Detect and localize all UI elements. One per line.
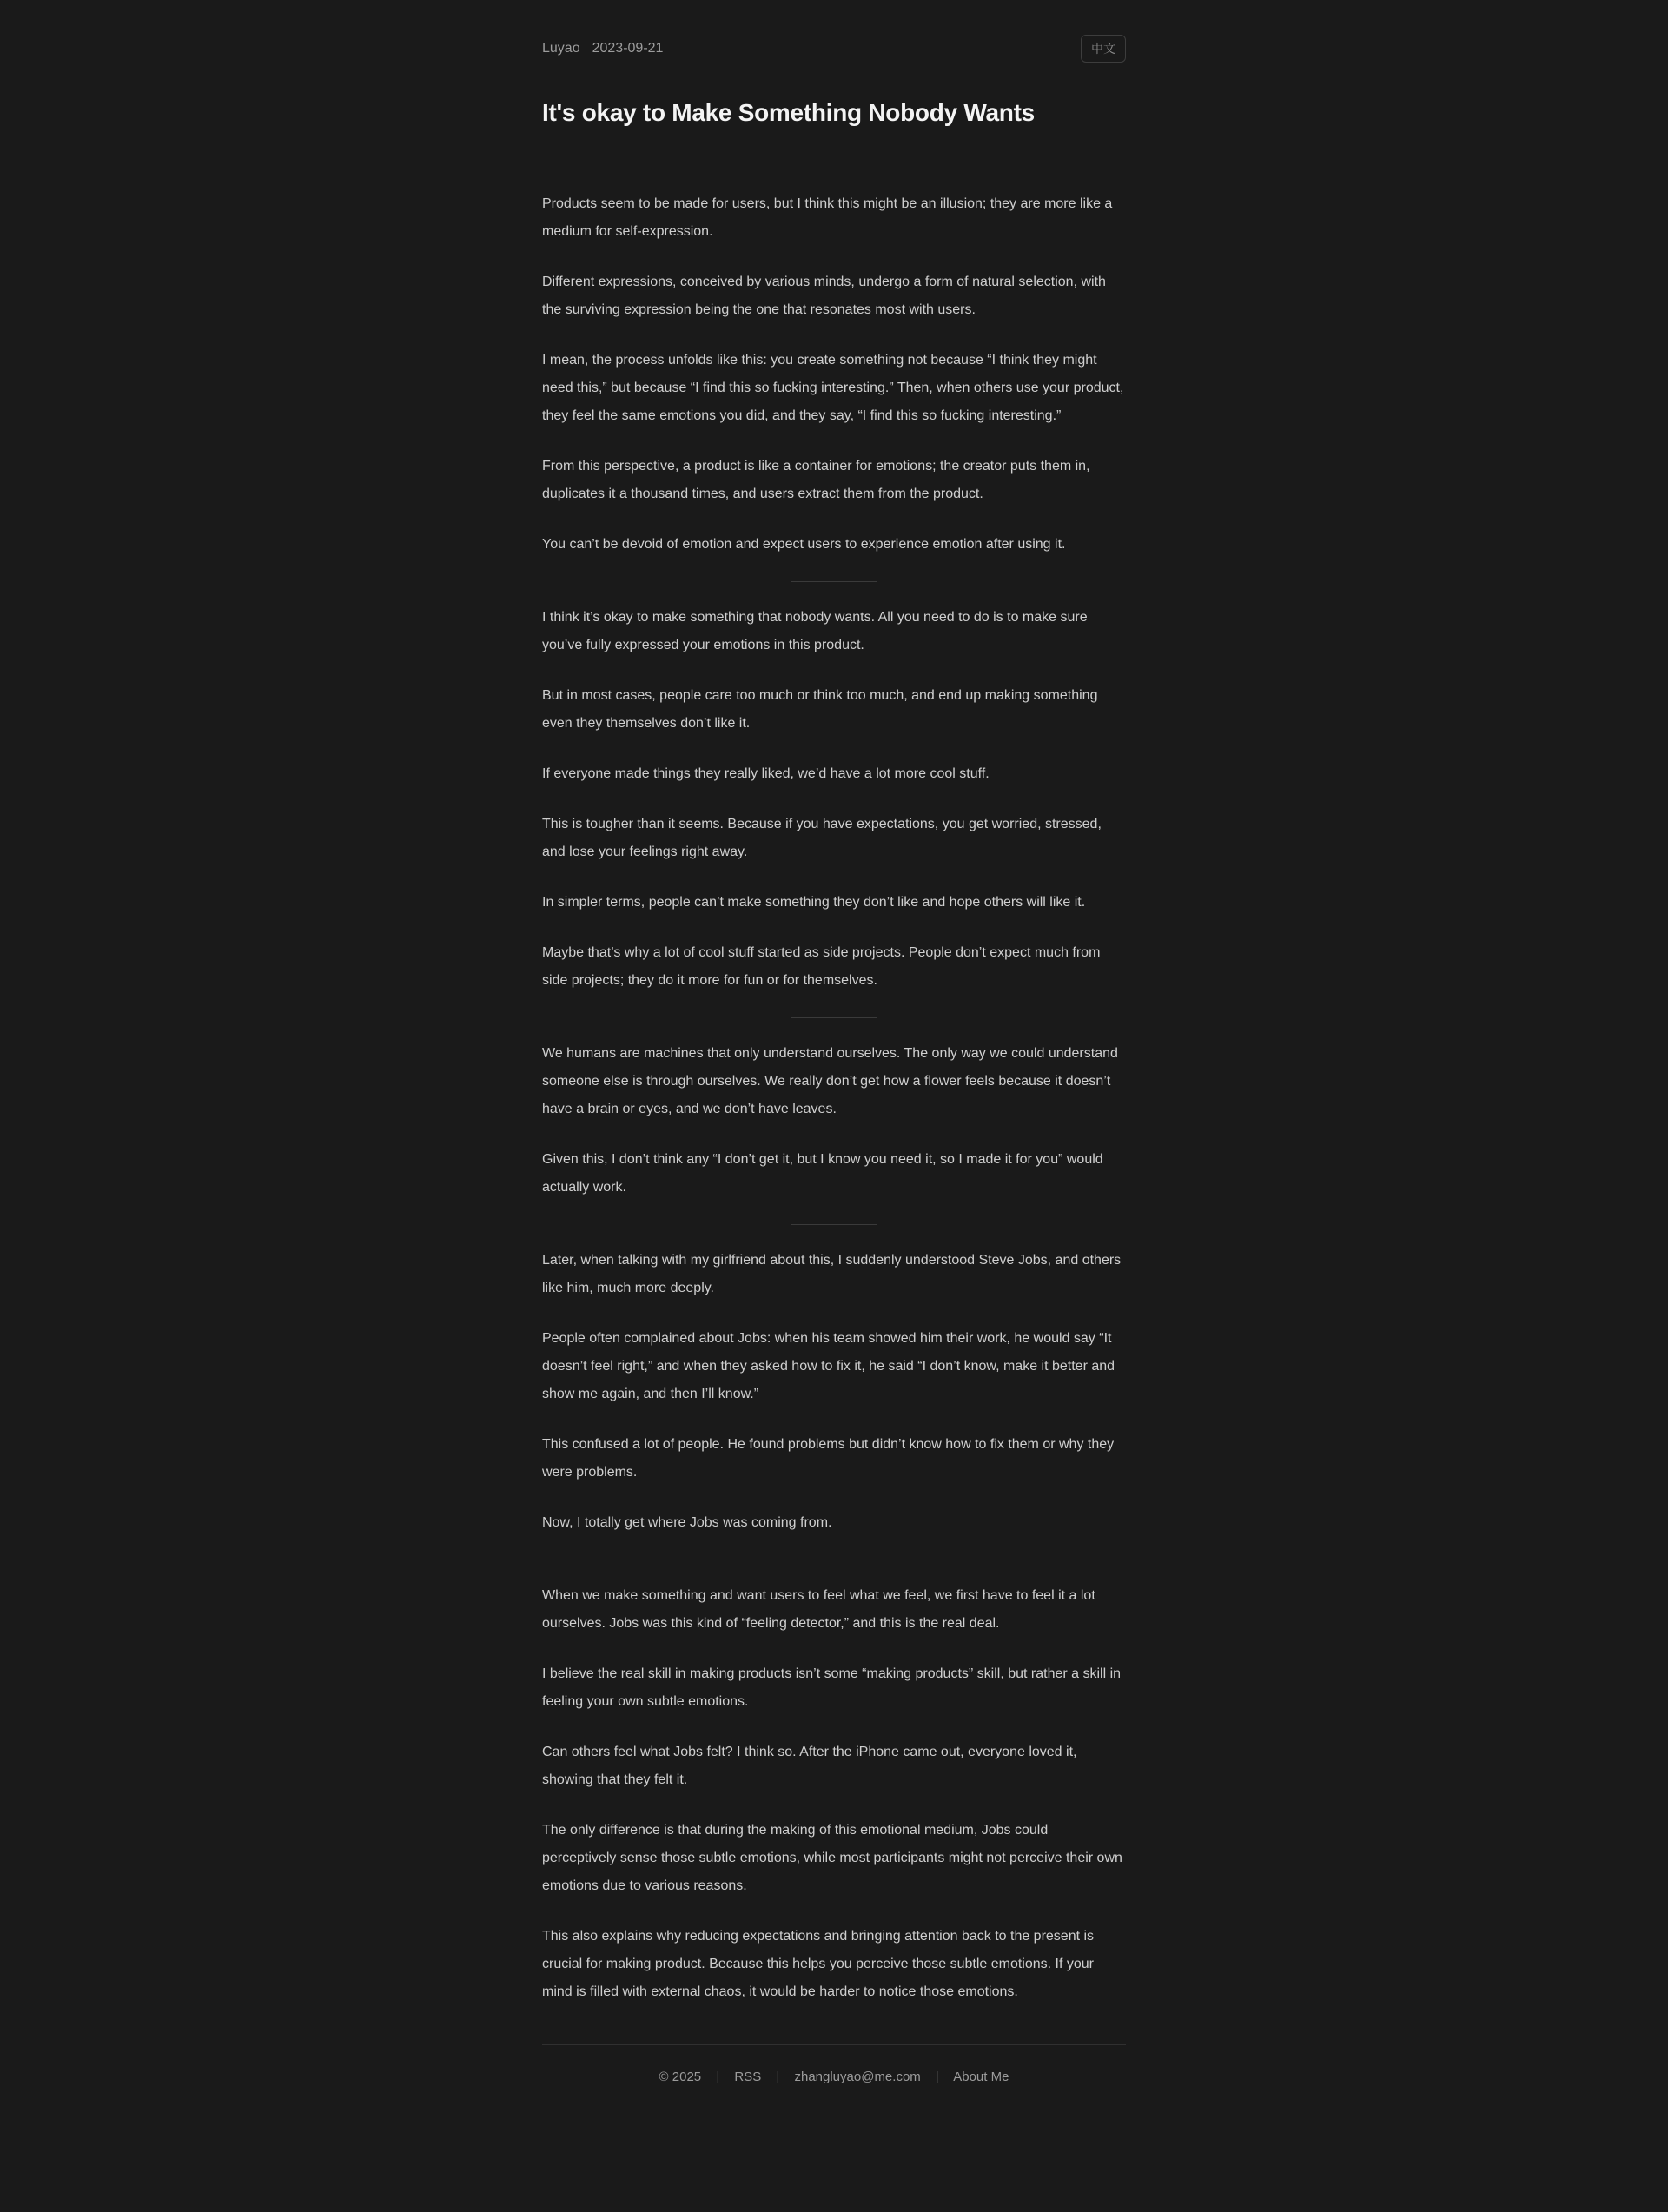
article-paragraph: Different expressions, conceived by various minds, undergo a form of natural selection, with the surviving expression being the one that resonates most with users. xyxy=(542,275,1106,317)
post-date: 2023-09-21 xyxy=(592,41,664,56)
article-paragraph: Later, when talking with my girlfriend about this, I suddenly understood Steve Jobs, and others like him, much more deeply. xyxy=(542,1253,1122,1295)
article-paragraph: When we make something and want users to feel what we feel, we first have to feel it a lot ourselves. Jobs was this kind of “feeling detector,” and this is the real deal. xyxy=(542,1588,1095,1631)
section-divider xyxy=(791,1017,877,1018)
article-paragraph: Products seem to be made for users, but I think this might be an illusion; they are more like a medium for self-expression. xyxy=(542,196,1113,239)
article-paragraph: Now, I totally get where Jobs was coming from. xyxy=(542,1515,832,1530)
article-body xyxy=(542,190,1126,2006)
page-title: It's okay to Make Something Nobody Wants xyxy=(542,99,1035,126)
article-paragraph: From this perspective, a product is like a container for emotions; the creator puts them in, duplicates it a thousand times, and users extract them from the product. xyxy=(542,459,1090,501)
post-header xyxy=(542,35,1126,63)
footer-about-link[interactable]: About Me xyxy=(953,2070,1009,2084)
article-paragraph: You can’t be devoid of emotion and expect users to experience emotion after using it. xyxy=(542,537,1066,552)
article-paragraph: I believe the real skill in making products isn’t some “making products” skill, but rather a skill in feeling your own subtle emotions. xyxy=(542,1666,1122,1709)
post-container xyxy=(542,0,1126,2136)
article-paragraph: Can others feel what Jobs felt? I think so. After the iPhone came out, everyone loved it, showing that they felt it. xyxy=(542,1745,1077,1787)
post-meta xyxy=(542,41,663,56)
article-paragraph: The only difference is that during the making of this emotional medium, Jobs could perceptively sense those subtle emotions, while most participants might not perceive their own emotions due to various reasons. xyxy=(542,1823,1122,1893)
footer xyxy=(542,2044,1126,2084)
language-toggle-button[interactable]: 中文 xyxy=(1081,35,1126,63)
footer-rss-link[interactable]: RSS xyxy=(734,2070,762,2084)
article-paragraph: Given this, I don’t think any “I don’t get it, but I know you need it, so I made it for you” would actually work. xyxy=(542,1152,1103,1195)
footer-email-link[interactable]: zhangluyao@me.com xyxy=(794,2070,921,2084)
section-divider xyxy=(791,1224,877,1225)
footer-separator: | xyxy=(716,2070,720,2084)
article-paragraph: I think it’s okay to make something that nobody wants. All you need to do is to make sure you’ve fully expressed your emotions in this product. xyxy=(542,610,1088,652)
footer-separator: | xyxy=(776,2070,780,2084)
article-paragraph: We humans are machines that only understand ourselves. The only way we could understand someone else is through ourselves. We really don’t get how a flower feels because it doesn’t have a brain or eyes, and we don’t have leaves. xyxy=(542,1046,1118,1116)
article-paragraph: This confused a lot of people. He found problems but didn’t know how to fix them or why they were problems. xyxy=(542,1437,1115,1480)
footer-separator: | xyxy=(935,2070,939,2084)
article-paragraph: Maybe that’s why a lot of cool stuff started as side projects. People don’t expect much from side projects; they do it more for fun or for themselves. xyxy=(542,945,1101,988)
article-paragraph: If everyone made things they really liked, we’d have a lot more cool stuff. xyxy=(542,766,990,781)
article-paragraph: In simpler terms, people can’t make something they don’t like and hope others will like it. xyxy=(542,895,1086,910)
article-paragraph: I mean, the process unfolds like this: you create something not because “I think they might need this,” but because “I find this so fucking interesting.” Then, when others use your product, they feel the same emotions you did, and they say, “I find this so fucking interesting.” xyxy=(542,353,1124,423)
section-divider xyxy=(791,581,877,582)
article-paragraph: But in most cases, people care too much or think too much, and end up making something even they themselves don’t like it. xyxy=(542,688,1098,731)
footer-copyright: © 2025 xyxy=(659,2070,702,2084)
author-link[interactable]: Luyao xyxy=(542,41,580,56)
article-paragraph: People often complained about Jobs: when his team showed him their work, he would say “It doesn’t feel right,” and when they asked how to fix it, he said “I don’t know, make it better and show me again, and then I’ll know.” xyxy=(542,1331,1115,1401)
article-paragraph: This also explains why reducing expectations and bringing attention back to the present is crucial for making product. Because this helps you perceive those subtle emotions. If your mind is filled with external chaos, it would be harder to notice those emotions. xyxy=(542,1929,1095,1999)
article-paragraph: This is tougher than it seems. Because if you have expectations, you get worried, stressed, and lose your feelings right away. xyxy=(542,817,1102,859)
